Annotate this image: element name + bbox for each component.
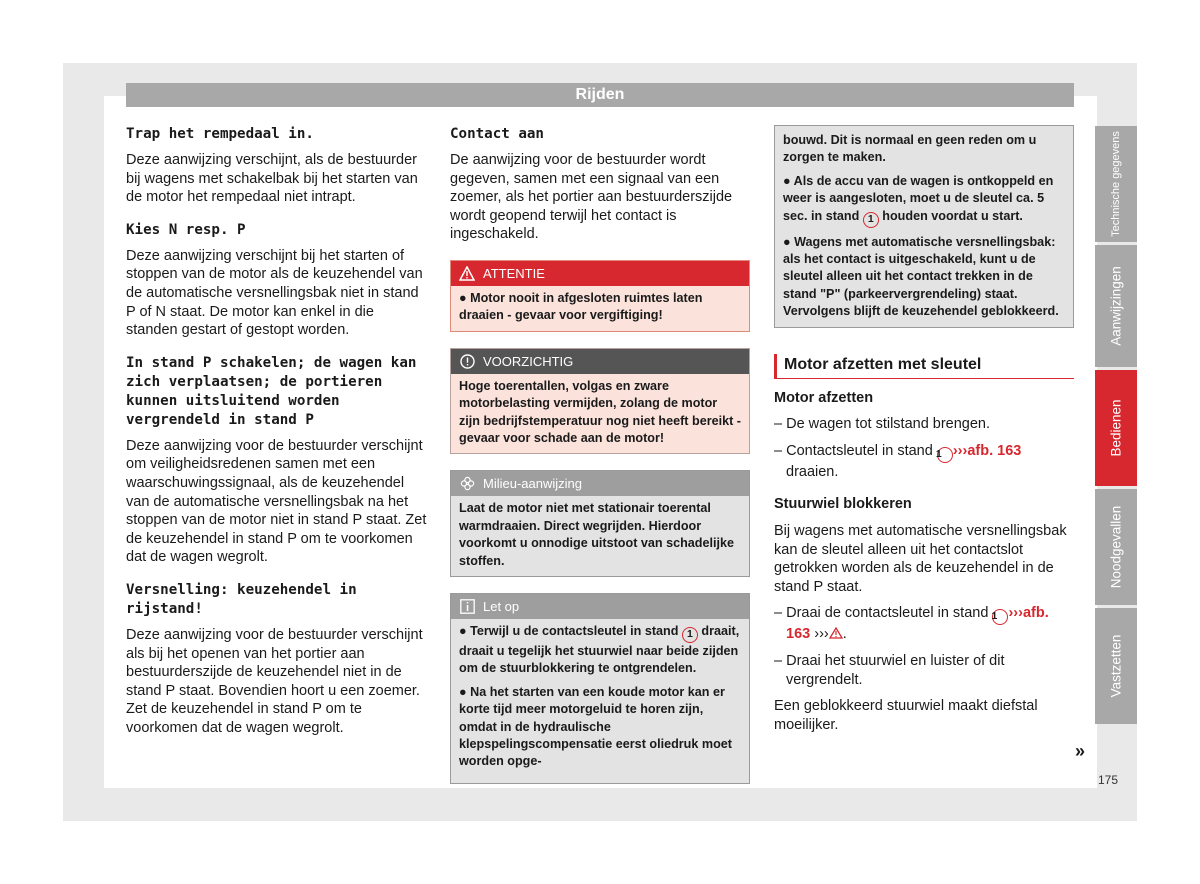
- position-marker: 1: [992, 609, 1008, 625]
- paragraph: Deze aanwijzing verschijnt, als de bestuurder bij wagens met schakelbak bij het starten van de motor het rempedaal niet intrapt.: [126, 152, 418, 206]
- caution-box-voorzichtig: [450, 348, 750, 455]
- paragraph: Deze aanwijzing verschijnt bij het starten of stoppen van de motor als de keuzehendel van de automatische versnellingsbak niet in stand P of N staat. De motor kan enkel in die standen gestart of gestopt worden.: [126, 247, 423, 339]
- heading-versnelling: Versnelling: keuzehendel in rijstand!: [126, 581, 357, 617]
- box-title: VOORZICHTIG: [483, 353, 574, 369]
- note-box-continued: [774, 125, 1074, 328]
- warning-triangle-icon: [459, 265, 475, 281]
- subheading-stuurwiel: Stuurwiel blokkeren: [774, 496, 912, 513]
- position-marker: 1: [863, 212, 879, 228]
- position-marker: 1: [937, 447, 953, 463]
- box-title: Let op: [483, 599, 520, 615]
- bullet-text: ● Na het starten van een koude motor kan er korte tijd meer motorgeluid te horen zijn, omdat in de hydraulische klepspelingscompensatie eerst oliedruk moet worden opge-: [459, 684, 732, 769]
- chapter-tabs: [1095, 126, 1137, 727]
- figure-link[interactable]: afb. 163: [967, 442, 1022, 459]
- box-body: Hoge toerentallen, volgas en zware motorbelasting vermijden, zolang de motor zijn bedrijfstemperatuur nog niet heeft bereikt - gevaar voor schade aan de motor!: [451, 374, 749, 454]
- ref-arrow: ›››: [1008, 605, 1023, 622]
- position-marker: 1: [682, 627, 698, 643]
- warning-triangle-icon: [829, 626, 843, 642]
- exclamation-circle-icon: [459, 353, 475, 369]
- paragraph: Deze aanwijzing voor de bestuurder verschijnt als bij het openen van het portier aan bestuurderszijde de keuzehendel niet in de stand P staat. Bovendien hoort u een zoemer. Zet de keuzehendel in stand P om te voorkomen dat de wagen wegrolt.: [126, 626, 423, 736]
- tab-bedienen[interactable]: Bedienen: [1095, 370, 1137, 486]
- box-title: ATTENTIE: [483, 265, 545, 281]
- bullet-text: ● Als de accu van de wagen is ontkoppeld en weer is aangesloten, moet u de sleutel ca. 5 sec. in stand: [783, 173, 1054, 223]
- paragraph: De aanwijzing voor de bestuurder wordt gegeven, samen met een signaal van een zoemer, als het portier aan bestuurderszijde wordt geopend terwijl het contact is ingeschakeld.: [450, 152, 733, 243]
- page-number: 175: [1098, 773, 1119, 787]
- bullet-text: ● Wagens met automatische versnellingsbak: als het contact is uitgeschakeld, kunt u de sleutel alleen uit het contact trekken in de stand "P" (parkeervergrendeling) staat. Vervolgens blijft de keuzehendel geblokkeerd.: [783, 234, 1059, 319]
- box-body: ● Motor nooit in afgesloten ruimtes laten draaien - gevaar voor vergiftiging!: [451, 286, 749, 331]
- column-3: [774, 125, 1074, 748]
- ref-arrow: ›››: [814, 626, 829, 643]
- warning-box-attentie: [450, 260, 750, 332]
- chapter-header: Rijden: [126, 83, 1074, 107]
- heading-stand-p: In stand P schakelen; de wagen kan zich verplaatsen; de portieren kunnen uitsluitend worden vergrendeld in stand P: [126, 354, 417, 428]
- list-item: – Draai het stuurwiel en luister of dit vergrendelt.: [774, 653, 1005, 688]
- heading-contact-aan: Contact aan: [450, 126, 544, 142]
- bullet-text: draait, draait u tegelijk het stuurwiel naar beide zijden om de stuurblokkering te ontgrendelen.: [459, 624, 740, 676]
- bullet-text: houden voordat u start.: [878, 208, 1023, 223]
- paragraph: Een geblokkeerd stuurwiel maakt diefstal moeilijker.: [774, 698, 1038, 733]
- environment-box: [450, 470, 750, 577]
- figure-link[interactable]: afb. 163: [786, 605, 1049, 643]
- box-body: Laat de motor niet met stationair toerental warmdraaien. Direct wegrijden. Hierdoor voorkomt u onnodige uitstoot van schadelijke stoffen.: [451, 496, 749, 576]
- tab-aanwijzingen[interactable]: Aanwijzingen: [1095, 245, 1137, 367]
- list-item: – Draai de contactsleutel in stand 1 ›››afb. 163 ››› .: [774, 605, 1049, 643]
- section-title: Motor afzetten met sleutel: [774, 354, 1074, 379]
- paragraph: Deze aanwijzing voor de bestuurder verschijnt om veiligheidsredenen samen met een waarschuwingssignaal, als de keuzehendel van de automatische versnellingsbak na het stoppen van de motor niet in stand P staat. Zet de keuzehendel in stand P om te voorkomen dat de wagen wegrolt.: [126, 437, 427, 566]
- info-icon: [459, 599, 475, 615]
- box-title: Milieu-aanwijzing: [483, 476, 582, 492]
- heading-kies-n-p: Kies N resp. P: [126, 221, 246, 238]
- tab-technische-gegevens[interactable]: Technische gegevens: [1095, 126, 1137, 242]
- list-item: – De wagen tot stilstand brengen.: [774, 416, 991, 433]
- box-body: [451, 619, 749, 783]
- list-item: – Contactsleutel in stand 1 ›››afb. 163 draaien.: [774, 442, 1022, 480]
- column-1: [126, 125, 428, 751]
- note-box-let-op: [450, 593, 750, 784]
- ref-arrow: ›››: [952, 442, 968, 459]
- tab-noodgevallen[interactable]: Noodgevallen: [1095, 489, 1137, 605]
- column-2: [450, 125, 750, 800]
- subheading-motor-afzetten: Motor afzetten: [774, 389, 874, 406]
- flower-icon: [459, 476, 475, 492]
- bullet-text: ● Terwijl u de contactsleutel in stand: [459, 624, 682, 639]
- bullet-text: bouwd. Dit is normaal en geen reden om u zorgen te maken.: [783, 133, 1037, 165]
- continue-marker: »: [1075, 741, 1086, 761]
- heading-trap-rempedaal: Trap het rempedaal in.: [126, 126, 314, 142]
- paragraph: Bij wagens met automatische versnellingsbak kan de sleutel alleen uit het contactslot getrokken worden als de keuzehendel in de stand P staat.: [774, 523, 1067, 595]
- tab-vastzetten[interactable]: Vastzetten: [1095, 608, 1137, 724]
